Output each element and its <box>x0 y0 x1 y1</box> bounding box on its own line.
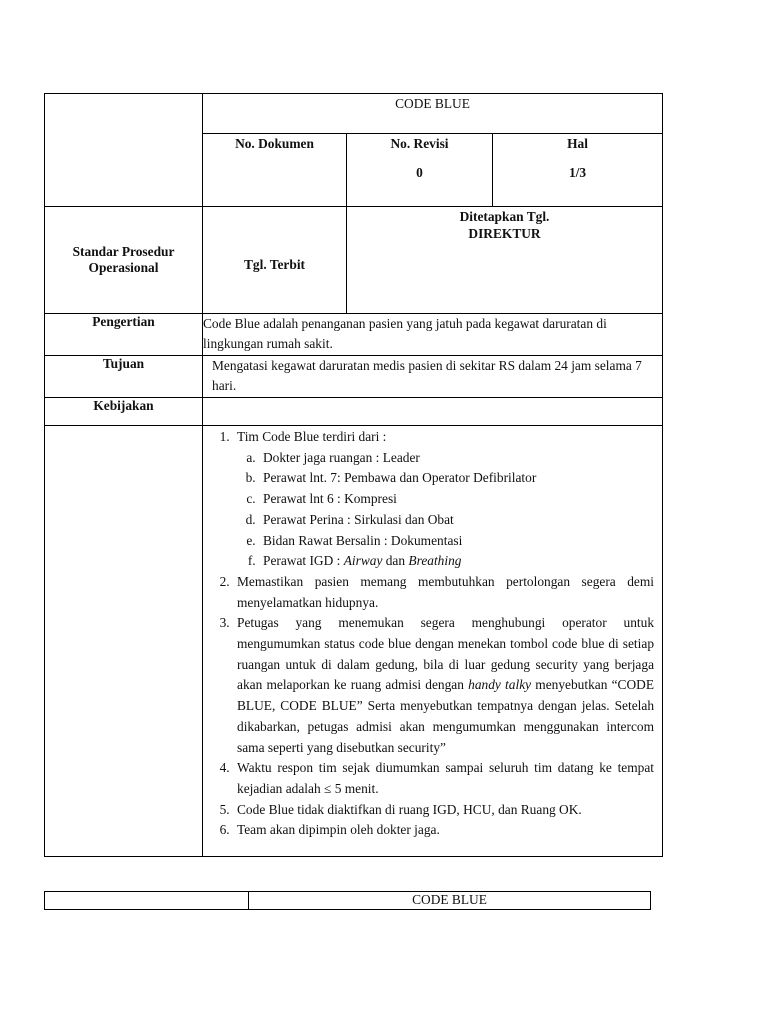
team-item-b: b. Perawat lnt. 7: Pembawa dan Operator Defibrilator <box>259 468 654 489</box>
team-f-airway: Airway <box>343 553 383 569</box>
step-6: 6. Team akan dipimpin oleh dokter jaga. <box>233 820 654 841</box>
next-page-header-table <box>44 891 651 910</box>
doc-number-label: No. Dokumen <box>235 136 314 151</box>
director-label: DIREKTUR <box>468 226 541 241</box>
team-item-a: a. Dokter jaga ruangan : Leader <box>259 448 654 469</box>
team-f-prefix: Perawat IGD : <box>263 553 344 569</box>
step-3-part1: Petugas yang menemukan segera menghubungi operator untuk mengumumkan status code blue dengan menekan tombol code blue di setiap ruangan untuk di dalam gedung, bila di luar gedung security yang berjaga akan melaporkan ke ruang admisi dengan <box>237 615 655 693</box>
step-5: 5. Code Blue tidak diaktifkan di ruang IGD, HCU, dan Ruang OK. <box>233 800 654 821</box>
sop-label: Standar Prosedur Operasional <box>45 207 203 314</box>
step-1-text: Tim Code Blue terdiri dari : <box>237 429 387 444</box>
sop-table <box>44 93 663 857</box>
pengertian-label: Pengertian <box>45 314 203 356</box>
next-page-title: CODE BLUE <box>249 892 651 910</box>
revision-cell <box>347 134 493 207</box>
team-item-d: d. Perawat Perina : Sirkulasi dan Obat <box>259 510 654 531</box>
step-2: 2. Memastikan pasien memang membutuhkan pertolongan segera demi menyelamatkan hidupnya. <box>233 572 654 613</box>
procedure-label-cell <box>45 426 203 857</box>
doc-number-cell <box>203 134 347 207</box>
step-3 <box>233 613 654 758</box>
team-item-e: e. Bidan Rawat Bersalin : Dokumentasi <box>259 531 654 552</box>
team-f-breathing: Breathing <box>408 553 462 569</box>
team-item-f <box>259 551 654 572</box>
procedure-cell <box>203 426 663 857</box>
pengertian-text: Code Blue adalah penanganan pasien yang jatuh pada kegawat daruratan di lingkungan rumah sakit. <box>203 314 663 356</box>
page-value: 1/3 <box>568 165 587 180</box>
document-title: CODE BLUE <box>203 94 663 134</box>
logo-cell <box>45 94 203 207</box>
team-item-c: c. Perawat lnt 6 : Kompresi <box>259 489 654 510</box>
established-label: Ditetapkan Tgl. <box>459 209 550 224</box>
tujuan-text: Mengatasi kegawat daruratan medis pasien di sekitar RS dalam 24 jam selama 7 hari. <box>203 356 663 398</box>
revision-label: No. Revisi <box>390 136 449 151</box>
list-item <box>233 427 654 572</box>
kebijakan-label: Kebijakan <box>45 398 203 426</box>
step-3-italic: handy talky <box>468 677 532 693</box>
page-label: Hal <box>567 136 588 151</box>
step-4: 4. Waktu respon tim sejak diumumkan sampai seluruh tim datang ke tempat kejadian adalah ≤ 5 menit. <box>233 758 654 799</box>
kebijakan-text <box>203 398 663 426</box>
procedure-list <box>203 427 662 841</box>
issue-date-label: Tgl. Terbit <box>203 207 347 314</box>
tujuan-label: Tujuan <box>45 356 203 398</box>
next-page-logo-cell <box>45 892 249 910</box>
established-cell <box>347 207 663 314</box>
team-f-and: dan <box>382 553 409 569</box>
revision-value: 0 <box>416 165 423 180</box>
page-cell <box>493 134 663 207</box>
step-3-part2: menyebutkan “CODE BLUE, CODE BLUE” Serta menyebutkan tempatnya dengan jelas. Setelah dikabarkan, petugas admisi akan mengumumkan menggunakan intercom sama seperti yang disebutkan security” <box>237 677 655 755</box>
team-list <box>237 448 654 572</box>
doc-number-value <box>203 165 346 185</box>
